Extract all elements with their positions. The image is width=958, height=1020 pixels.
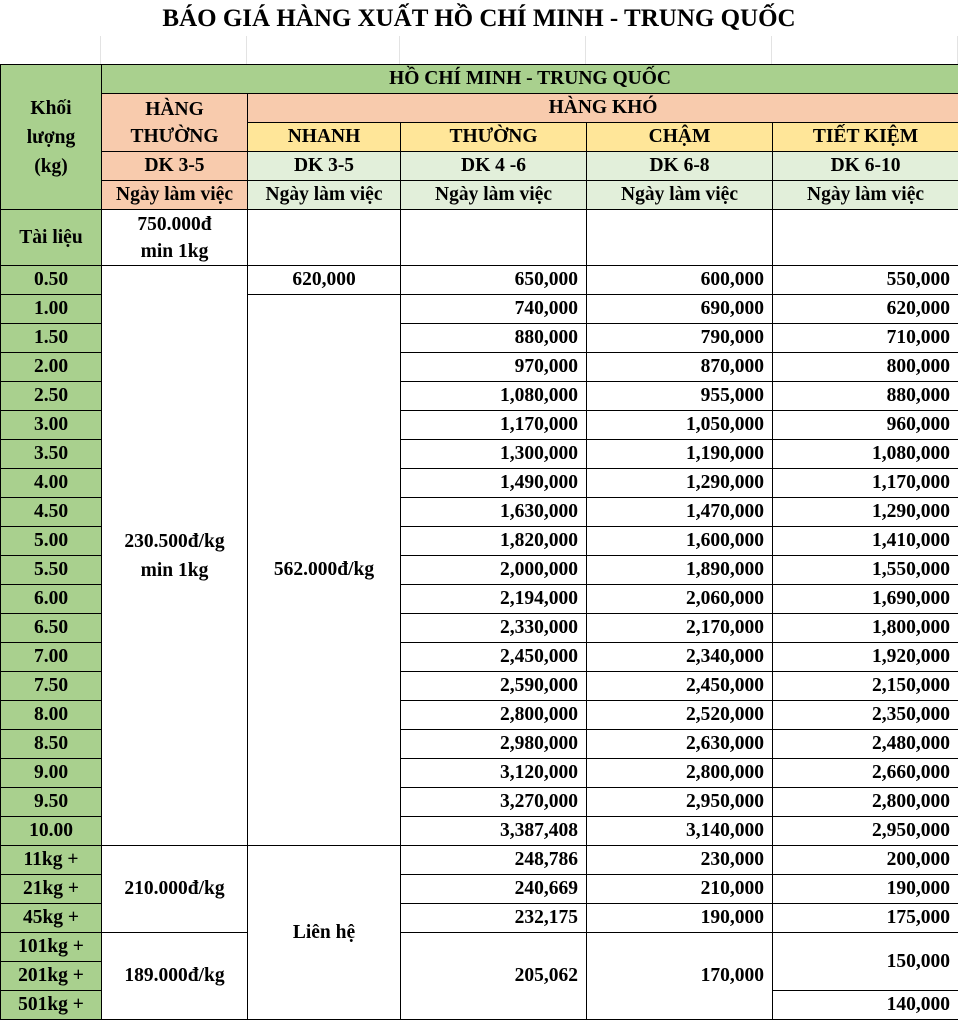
duration-unit-normal: Ngày làm việc bbox=[102, 181, 248, 210]
regular-price: 1,820,000 bbox=[401, 527, 587, 556]
weight-cell: 3.00 bbox=[1, 411, 102, 440]
saving-price: 2,350,000 bbox=[773, 701, 958, 730]
weight-cell: 4.00 bbox=[1, 469, 102, 498]
weight-cell: 101kg + bbox=[1, 933, 102, 962]
regular-price: 1,170,000 bbox=[401, 411, 587, 440]
table-row bbox=[1, 266, 958, 295]
weight-cell: 10.00 bbox=[1, 817, 102, 846]
duration-regular: DK 4 -6 bbox=[401, 152, 587, 181]
regular-price: 248,786 bbox=[401, 846, 587, 875]
slow-price: 2,950,000 bbox=[587, 788, 773, 817]
regular-price: 650,000 bbox=[401, 266, 587, 295]
duration-saving: DK 6-10 bbox=[773, 152, 958, 181]
saving-price: 2,950,000 bbox=[773, 817, 958, 846]
regular-price: 1,080,000 bbox=[401, 382, 587, 411]
weight-cell: 201kg + bbox=[1, 962, 102, 991]
regular-price: 2,980,000 bbox=[401, 730, 587, 759]
regular-price: 970,000 bbox=[401, 353, 587, 382]
weight-cell: 9.50 bbox=[1, 788, 102, 817]
slow-price: 870,000 bbox=[587, 353, 773, 382]
slow-price: 2,170,000 bbox=[587, 614, 773, 643]
slow-price: 955,000 bbox=[587, 382, 773, 411]
regular-price: 2,194,000 bbox=[401, 585, 587, 614]
saving-price: 1,920,000 bbox=[773, 643, 958, 672]
saving-price: 190,000 bbox=[773, 875, 958, 904]
slow-price: 2,800,000 bbox=[587, 759, 773, 788]
weight-cell: 11kg + bbox=[1, 846, 102, 875]
slow-price: 1,190,000 bbox=[587, 440, 773, 469]
saving-price: 2,480,000 bbox=[773, 730, 958, 759]
slow-price: 600,000 bbox=[587, 266, 773, 295]
saving-price: 1,550,000 bbox=[773, 556, 958, 585]
regular-price: 240,669 bbox=[401, 875, 587, 904]
regular-price: 3,387,408 bbox=[401, 817, 587, 846]
normal-large-rate: 189.000đ/kg bbox=[102, 933, 248, 1020]
weight-cell: 1.00 bbox=[1, 295, 102, 324]
saving-price: 960,000 bbox=[773, 411, 958, 440]
weight-cell: 2.50 bbox=[1, 382, 102, 411]
fast-first-price: 620,000 bbox=[248, 266, 401, 295]
slow-price: 2,060,000 bbox=[587, 585, 773, 614]
service-header-saving: TIẾT KIỆM bbox=[773, 123, 958, 152]
route-header: HỒ CHÍ MINH - TRUNG QUỐC bbox=[102, 65, 958, 94]
saving-price: 1,800,000 bbox=[773, 614, 958, 643]
weight-cell: 8.50 bbox=[1, 730, 102, 759]
weight-cell: 7.00 bbox=[1, 643, 102, 672]
price-table bbox=[0, 64, 958, 1020]
slow-price: 210,000 bbox=[587, 875, 773, 904]
duration-normal: DK 3-5 bbox=[102, 152, 248, 181]
documents-fast-price bbox=[248, 210, 401, 266]
regular-price: 2,330,000 bbox=[401, 614, 587, 643]
empty-spreadsheet-row bbox=[0, 36, 958, 64]
slow-price: 190,000 bbox=[587, 904, 773, 933]
slow-price: 2,630,000 bbox=[587, 730, 773, 759]
saving-price: 2,150,000 bbox=[773, 672, 958, 701]
slow-price: 2,450,000 bbox=[587, 672, 773, 701]
duration-unit-slow: Ngày làm việc bbox=[587, 181, 773, 210]
saving-price: 200,000 bbox=[773, 846, 958, 875]
slow-price: 790,000 bbox=[587, 324, 773, 353]
large-saving-price-501: 140,000 bbox=[773, 991, 958, 1020]
duration-slow: DK 6-8 bbox=[587, 152, 773, 181]
table-row bbox=[1, 846, 958, 875]
documents-regular-price bbox=[401, 210, 587, 266]
saving-price: 1,080,000 bbox=[773, 440, 958, 469]
regular-price: 880,000 bbox=[401, 324, 587, 353]
saving-price: 1,410,000 bbox=[773, 527, 958, 556]
large-slow-price: 170,000 bbox=[587, 933, 773, 1020]
documents-label: Tài liệu bbox=[1, 210, 102, 266]
service-header-slow: CHẬM bbox=[587, 123, 773, 152]
normal-goods-header: HÀNG THƯỜNG bbox=[102, 94, 248, 152]
slow-price: 230,000 bbox=[587, 846, 773, 875]
slow-price: 1,470,000 bbox=[587, 498, 773, 527]
weight-cell: 501kg + bbox=[1, 991, 102, 1020]
weight-cell: 3.50 bbox=[1, 440, 102, 469]
saving-price: 1,170,000 bbox=[773, 469, 958, 498]
slow-price: 1,890,000 bbox=[587, 556, 773, 585]
fast-small-rate: 562.000đ/kg bbox=[248, 295, 401, 846]
regular-price: 232,175 bbox=[401, 904, 587, 933]
duration-unit-saving: Ngày làm việc bbox=[773, 181, 958, 210]
saving-price: 2,800,000 bbox=[773, 788, 958, 817]
weight-cell: 2.00 bbox=[1, 353, 102, 382]
weight-cell: 6.50 bbox=[1, 614, 102, 643]
regular-price: 2,450,000 bbox=[401, 643, 587, 672]
saving-price: 1,690,000 bbox=[773, 585, 958, 614]
saving-price: 880,000 bbox=[773, 382, 958, 411]
service-header-regular: THƯỜNG bbox=[401, 123, 587, 152]
regular-price: 2,800,000 bbox=[401, 701, 587, 730]
weight-cell: 4.50 bbox=[1, 498, 102, 527]
regular-price: 1,630,000 bbox=[401, 498, 587, 527]
slow-price: 2,340,000 bbox=[587, 643, 773, 672]
saving-price: 620,000 bbox=[773, 295, 958, 324]
documents-saving-price bbox=[773, 210, 958, 266]
weight-cell: 5.50 bbox=[1, 556, 102, 585]
weight-cell: 8.00 bbox=[1, 701, 102, 730]
service-header-fast: NHANH bbox=[248, 123, 401, 152]
page-title: BÁO GIÁ HÀNG XUẤT HỒ CHÍ MINH - TRUNG QUỐC bbox=[0, 0, 958, 36]
weight-column-header: Khối lượng (kg) bbox=[1, 65, 102, 210]
duration-fast: DK 3-5 bbox=[248, 152, 401, 181]
large-regular-price: 205,062 bbox=[401, 933, 587, 1020]
slow-price: 2,520,000 bbox=[587, 701, 773, 730]
slow-price: 3,140,000 bbox=[587, 817, 773, 846]
regular-price: 2,000,000 bbox=[401, 556, 587, 585]
documents-normal-price: 750.000đ min 1kg bbox=[102, 210, 248, 266]
regular-price: 3,270,000 bbox=[401, 788, 587, 817]
saving-price: 710,000 bbox=[773, 324, 958, 353]
table-row bbox=[1, 933, 958, 962]
regular-price: 3,120,000 bbox=[401, 759, 587, 788]
weight-cell: 5.00 bbox=[1, 527, 102, 556]
weight-cell: 21kg + bbox=[1, 875, 102, 904]
documents-slow-price bbox=[587, 210, 773, 266]
hard-goods-header: HÀNG KHÓ bbox=[248, 94, 958, 123]
weight-cell: 6.00 bbox=[1, 585, 102, 614]
saving-price: 550,000 bbox=[773, 266, 958, 295]
fast-large-rate: Liên hệ bbox=[248, 846, 401, 1020]
normal-mid-rate: 210.000đ/kg bbox=[102, 846, 248, 933]
weight-cell: 9.00 bbox=[1, 759, 102, 788]
large-saving-price: 150,000 bbox=[773, 933, 958, 991]
slow-price: 1,050,000 bbox=[587, 411, 773, 440]
weight-cell: 0.50 bbox=[1, 266, 102, 295]
weight-cell: 45kg + bbox=[1, 904, 102, 933]
weight-cell: 7.50 bbox=[1, 672, 102, 701]
duration-unit-regular: Ngày làm việc bbox=[401, 181, 587, 210]
weight-cell: 1.50 bbox=[1, 324, 102, 353]
normal-small-rate: 230.500đ/kg min 1kg bbox=[102, 266, 248, 846]
duration-unit-fast: Ngày làm việc bbox=[248, 181, 401, 210]
regular-price: 740,000 bbox=[401, 295, 587, 324]
slow-price: 1,290,000 bbox=[587, 469, 773, 498]
slow-price: 690,000 bbox=[587, 295, 773, 324]
saving-price: 175,000 bbox=[773, 904, 958, 933]
slow-price: 1,600,000 bbox=[587, 527, 773, 556]
regular-price: 1,490,000 bbox=[401, 469, 587, 498]
saving-price: 2,660,000 bbox=[773, 759, 958, 788]
saving-price: 800,000 bbox=[773, 353, 958, 382]
regular-price: 1,300,000 bbox=[401, 440, 587, 469]
saving-price: 1,290,000 bbox=[773, 498, 958, 527]
regular-price: 2,590,000 bbox=[401, 672, 587, 701]
